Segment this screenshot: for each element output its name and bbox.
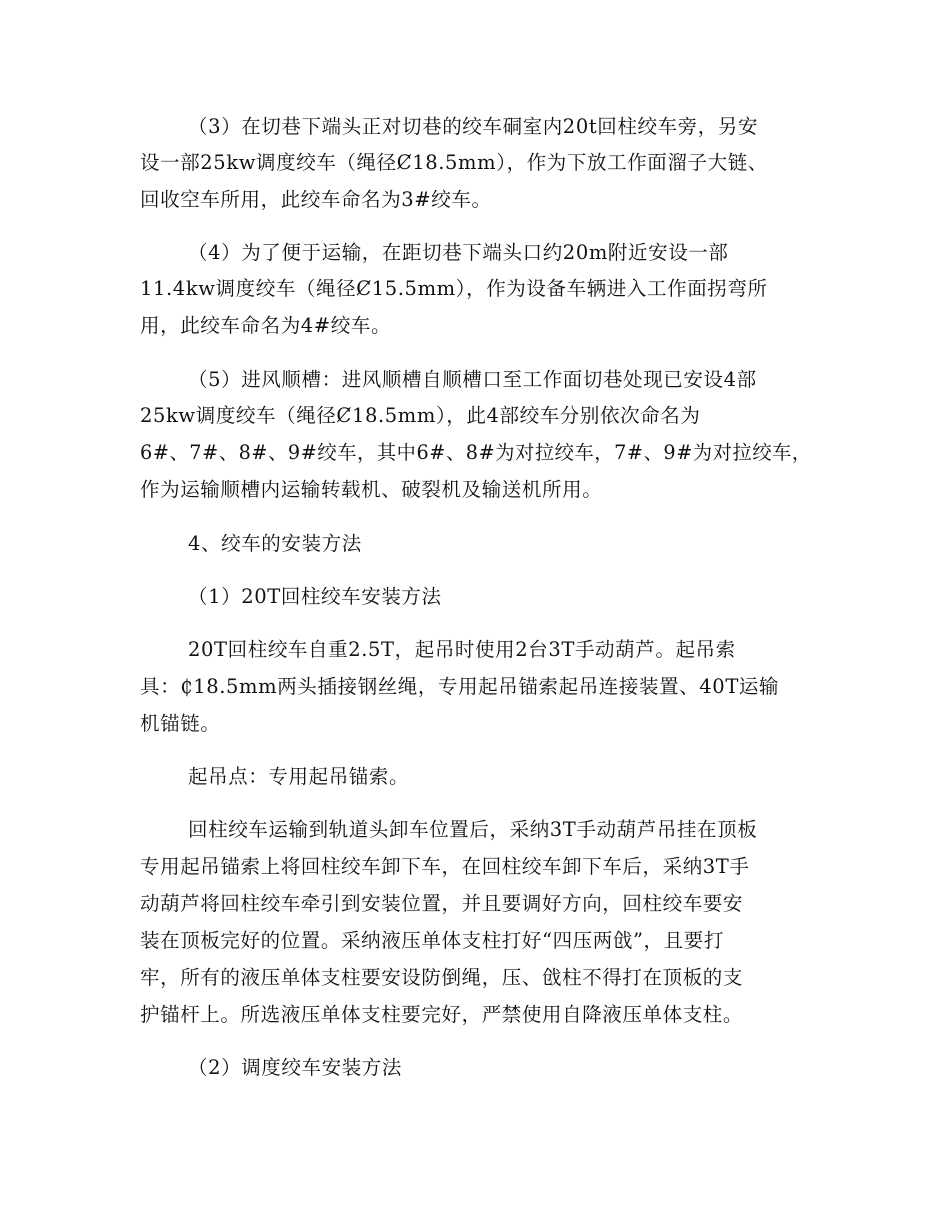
section-heading: 4、绞车的安装方法 [188, 532, 362, 555]
text-line: 具：₵18.5mm两头插接钢丝绳，专用起吊锚索起吊连接装置、40T运输 [140, 675, 780, 698]
text-line: 设一部25kw调度绞车（绳径Ȼ18.5mm），作为下放工作面溜子大链、 [140, 151, 768, 174]
text-line: 牢，所有的液压单体支柱要安设防倒绳，压、戗柱不得打在顶板的支 [140, 966, 744, 989]
text-line: 11.4kw调度绞车（绳径Ȼ15.5mm），作为设备车辆进入工作面拐弯所 [140, 277, 768, 300]
text-line: 护锚杆上。所选液压单体支柱要完好，严禁使用自降液压单体支柱。 [140, 1003, 744, 1026]
text-line: 动葫芦将回柱绞车牵引到安装位置，并且要调好方向，回柱绞车要安 [140, 892, 744, 915]
text-line: 起吊点：专用起吊锚索。 [188, 765, 410, 788]
text-line: 专用起吊锚索上将回柱绞车卸下车，在回柱绞车卸下车后，采纳3T手 [140, 855, 750, 878]
text-line: 20T回柱绞车自重2.5T，起吊时使用2台3T手动葫芦。起吊索 [188, 638, 736, 661]
text-line: 回柱绞车运输到轨道头卸车位置后，采纳3T手动葫芦吊挂在顶板 [188, 818, 758, 841]
subsection-heading: （1）20T回柱绞车安装方法 [188, 585, 442, 608]
text-line: 回收空车所用，此绞车命名为3#绞车。 [140, 188, 492, 211]
subsection-heading: （2）调度绞车安装方法 [188, 1056, 403, 1079]
text-line: （5）进风顺槽：进风顺槽自顺槽口至工作面切巷处现已安设4部 [188, 368, 757, 391]
text-line: 机锚链。 [140, 712, 221, 735]
text-line: 用，此绞车命名为4#绞车。 [140, 314, 392, 337]
text-line: 作为运输顺槽内运输转载机、破裂机及输送机所用。 [140, 478, 603, 501]
text-line: 6#、7#、8#、9#绞车，其中6#、8#为对拉绞车，7#、9#为对拉绞车， [140, 441, 812, 464]
text-line: （3）在切巷下端头正对切巷的绞车硐室内20t回柱绞车旁，另安 [188, 115, 759, 138]
text-line: 25kw调度绞车（绳径Ȼ18.5mm），此4部绞车分别依次命名为 [140, 404, 701, 427]
text-line: （4）为了便于运输，在距切巷下端头口约20m附近安设一部 [188, 241, 729, 264]
text-line: 装在顶板完好的位置。采纳液压单体支柱打好“四压两戗”，且要打 [140, 929, 724, 952]
